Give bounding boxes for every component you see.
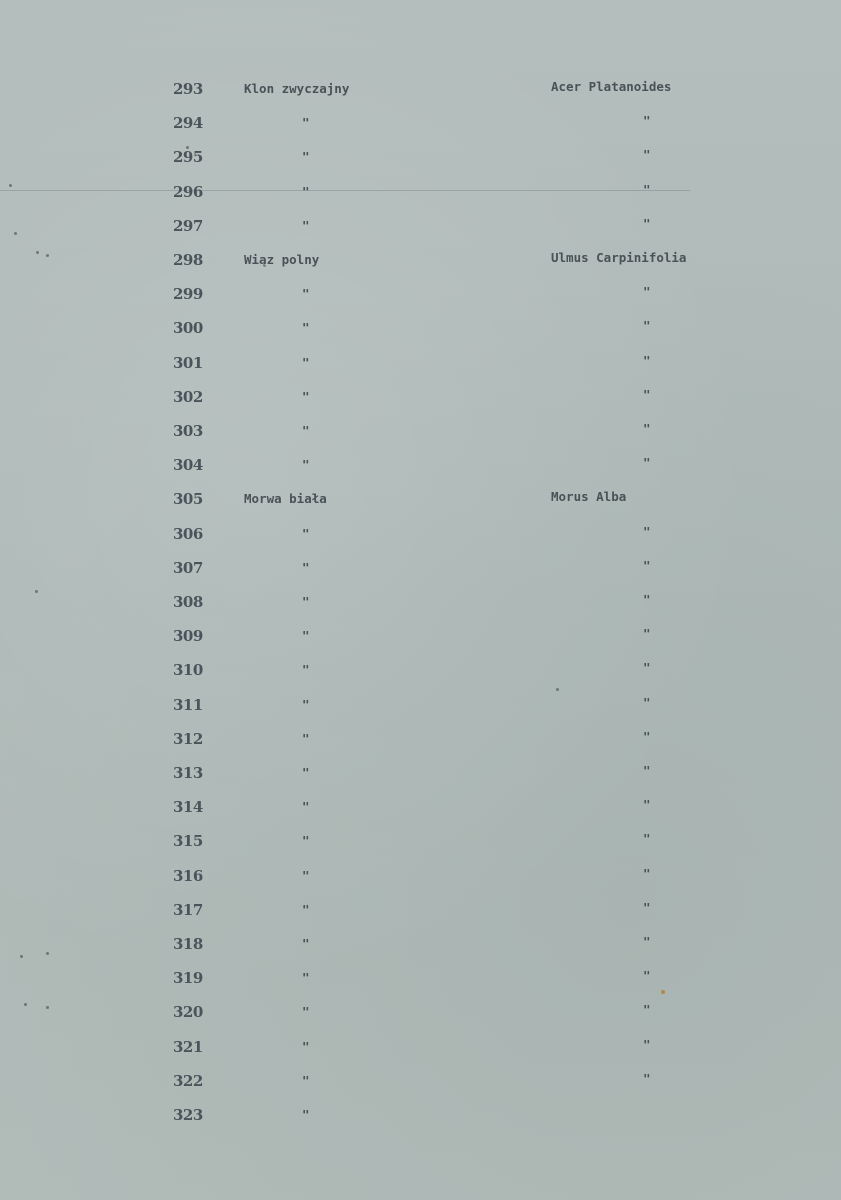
ditto-mark: "	[643, 831, 651, 847]
ditto-mark: "	[302, 1072, 310, 1088]
list-row	[0, 148, 841, 174]
ditto-mark: "	[643, 968, 651, 984]
entry-number: 321	[173, 1037, 203, 1056]
ditto-mark: "	[643, 181, 651, 197]
list-row	[0, 1003, 841, 1029]
ditto-mark: "	[302, 936, 310, 951]
ditto-mark: "	[643, 352, 651, 368]
entry-number: 314	[173, 798, 203, 817]
entry-number: 312	[173, 729, 203, 748]
entry-number: 311	[173, 695, 203, 714]
list-row	[0, 764, 841, 790]
ditto-mark: "	[643, 763, 651, 778]
ditto-mark: "	[302, 594, 310, 609]
entry-number: 295	[173, 148, 203, 167]
entry-number: 300	[173, 319, 203, 338]
entry-number: 306	[173, 524, 203, 543]
ditto-mark: "	[643, 147, 651, 163]
latin-name: Acer Platanoides	[551, 79, 672, 94]
entry-number: 320	[173, 1003, 203, 1022]
ditto-mark: "	[302, 286, 310, 302]
list-row	[0, 730, 841, 756]
entry-number: 301	[173, 353, 203, 372]
entry-number: 322	[173, 1071, 203, 1090]
list-row	[0, 1072, 841, 1098]
entry-number: 308	[173, 593, 203, 611]
entry-number: 307	[173, 558, 203, 577]
list-row	[0, 525, 841, 551]
list-row	[0, 217, 841, 243]
ditto-mark: "	[643, 523, 651, 539]
ditto-mark: "	[643, 215, 651, 231]
ditto-mark: "	[643, 797, 651, 813]
list-row	[0, 593, 841, 619]
entry-number: 298	[173, 251, 203, 269]
ditto-mark: "	[302, 115, 310, 131]
latin-name: Ulmus Carpinifolia	[551, 250, 687, 265]
ditto-mark: "	[302, 183, 310, 199]
ditto-mark: "	[302, 799, 310, 815]
ditto-mark: "	[643, 421, 651, 436]
list-row	[0, 798, 841, 824]
entry-number: 294	[173, 114, 203, 133]
entry-number: 317	[173, 900, 203, 919]
ditto-mark: "	[302, 354, 310, 370]
ditto-mark: "	[643, 386, 651, 402]
list-row	[0, 935, 841, 961]
entry-number: 303	[173, 422, 203, 440]
list-row	[0, 867, 841, 893]
ditto-mark: "	[643, 934, 651, 949]
ditto-mark: "	[302, 765, 310, 780]
ditto-mark: "	[302, 559, 310, 575]
entry-number: 315	[173, 832, 203, 851]
list-row	[0, 114, 841, 140]
polish-name: Wiąz polny	[244, 252, 320, 267]
ditto-mark: "	[302, 457, 310, 473]
ditto-mark: "	[643, 728, 651, 744]
ditto-mark: "	[302, 730, 310, 746]
entry-number: 293	[173, 80, 203, 98]
ditto-mark: "	[643, 694, 651, 710]
list-row	[0, 183, 841, 209]
ditto-mark: "	[643, 557, 651, 573]
ditto-mark: "	[643, 284, 651, 300]
ditto-mark: "	[302, 1107, 310, 1122]
list-row	[0, 80, 841, 106]
ditto-mark: "	[302, 1038, 310, 1054]
ditto-mark: "	[643, 660, 651, 676]
entry-number: 309	[173, 627, 203, 646]
ditto-mark: "	[302, 696, 310, 712]
polish-name: Klon zwyczajny	[244, 81, 350, 96]
entry-number: 297	[173, 216, 203, 235]
entry-number: 304	[173, 456, 203, 475]
ditto-mark: "	[643, 1002, 651, 1018]
entry-number: 313	[173, 764, 203, 782]
list-row	[0, 832, 841, 858]
list-row	[0, 490, 841, 516]
ditto-mark: "	[302, 867, 310, 883]
ditto-mark: "	[302, 388, 310, 404]
list-row	[0, 1038, 841, 1064]
ditto-mark: "	[643, 626, 651, 642]
entry-number: 305	[173, 490, 203, 509]
polish-name: Morwa biała	[244, 491, 327, 507]
ditto-mark: "	[302, 833, 310, 849]
list-row	[0, 627, 841, 653]
list-row	[0, 319, 841, 345]
ditto-mark: "	[302, 149, 310, 165]
list-row	[0, 456, 841, 482]
ditto-mark: "	[302, 423, 310, 438]
list-row	[0, 285, 841, 311]
latin-name: Morus Alba	[551, 489, 627, 505]
entry-number: 299	[173, 285, 203, 304]
ditto-mark: "	[302, 217, 310, 233]
ditto-mark: "	[302, 970, 310, 986]
list-row	[0, 388, 841, 414]
ditto-mark: "	[643, 899, 651, 915]
entry-number: 310	[173, 661, 203, 680]
ditto-mark: "	[302, 628, 310, 644]
ditto-mark: "	[643, 1036, 651, 1052]
entry-number: 319	[173, 969, 203, 988]
list-row	[0, 251, 841, 277]
list-row	[0, 696, 841, 722]
ditto-mark: "	[643, 592, 651, 607]
ditto-mark: "	[643, 113, 651, 129]
list-row	[0, 559, 841, 585]
list-row	[0, 354, 841, 380]
list-row	[0, 1106, 841, 1132]
entry-number: 316	[173, 866, 203, 885]
entry-number: 323	[173, 1106, 203, 1124]
ditto-mark: "	[302, 1004, 310, 1020]
ditto-mark: "	[302, 525, 310, 541]
ditto-mark: "	[302, 901, 310, 917]
ditto-mark: "	[643, 318, 651, 334]
list-row	[0, 969, 841, 995]
list-row	[0, 901, 841, 927]
list-row	[0, 422, 841, 448]
entry-number: 302	[173, 387, 203, 406]
list-row	[0, 661, 841, 687]
entry-number: 296	[173, 182, 203, 201]
ditto-mark: "	[643, 1070, 651, 1086]
ditto-mark: "	[643, 455, 651, 471]
ditto-mark: "	[643, 865, 651, 881]
entry-number: 318	[173, 935, 203, 953]
ditto-mark: "	[302, 662, 310, 678]
ditto-mark: "	[302, 320, 310, 336]
